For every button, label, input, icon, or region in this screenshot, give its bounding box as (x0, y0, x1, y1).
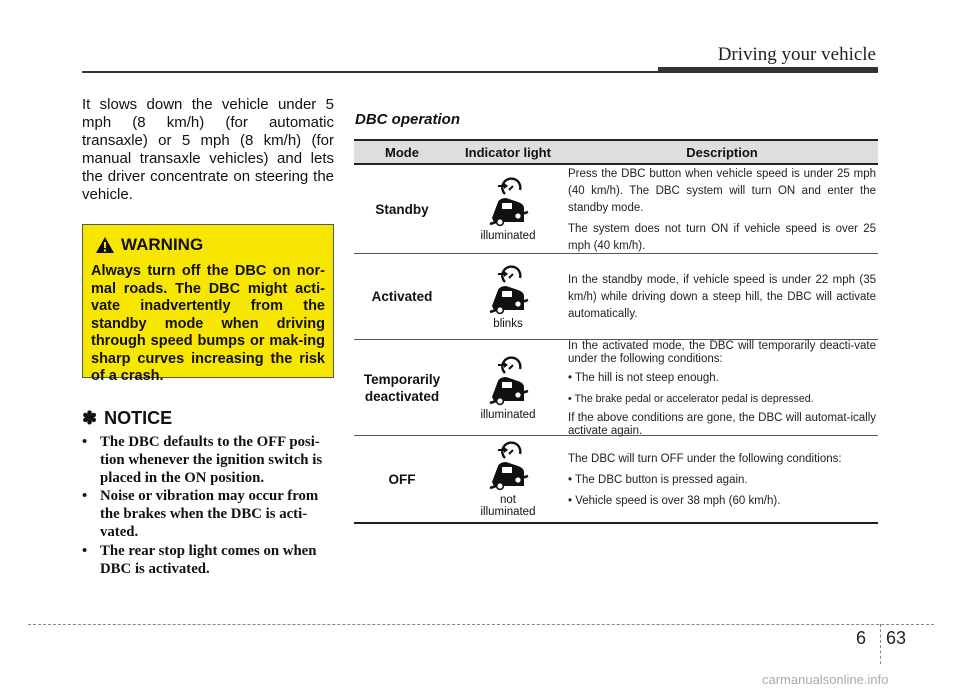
notice-item: • The rear stop light comes on when DBC is activated. (82, 542, 317, 577)
description-text: If the above conditions are gone, the DBC will automat-ically activate again. (568, 411, 876, 437)
chapter-number: 6 (856, 628, 867, 648)
page-number-separator (880, 624, 881, 664)
warning-text: Always turn off the DBC on nor-mal roads. The DBC might acti-vate inadvertently from the standby mode when driving through speed bumps or mak-ing sharp curves increasing the risk of a crash. (91, 263, 325, 384)
column-header-description: Description (686, 144, 758, 160)
intro-paragraph: It slows down the vehicle under 5 mph (8 km/h) (for automatic transaxle) or 5 mph (8 km/h) (for manual transaxle vehicles) and lets the driver concentrate on steering the vehicle. (82, 96, 334, 203)
table-row (354, 165, 878, 254)
notice-title-text: NOTICE (104, 408, 173, 428)
warning-header (91, 235, 325, 255)
header-rule (82, 71, 658, 73)
notice-item: • The DBC defaults to the OFF posi-tion whenever the ignition switch is placed in the ON position. (82, 434, 323, 486)
warning-triangle-icon (95, 236, 115, 254)
description-text: • The DBC button is pressed again. (568, 473, 748, 486)
indicator-state: not illuminated (480, 494, 536, 518)
description-cell (566, 436, 878, 522)
description-text: The DBC will turn OFF under the following conditions: (568, 452, 842, 465)
dbc-section-title: DBC operation (355, 111, 460, 128)
description-text: • The brake pedal or accelerator pedal is depressed. (568, 392, 814, 405)
table-header (354, 139, 878, 165)
column-header-mode: Mode (385, 144, 419, 160)
header-title: Driving your vehicle (717, 44, 876, 65)
warning-title: WARNING (121, 235, 204, 254)
description-text: • Vehicle speed is over 38 mph (60 km/h). (568, 494, 781, 507)
mode-cell: Temporarily deactivated (363, 371, 441, 404)
footer-rule (28, 624, 934, 625)
description-text: The system does not turn ON if vehicle speed is over 25 mph (40 km/h). (568, 222, 876, 252)
indicator-cell (450, 436, 566, 522)
mode-cell: OFF (388, 471, 416, 487)
table-row (354, 340, 878, 436)
watermark: carmanualsonline.info (762, 672, 889, 687)
table-row (354, 436, 878, 524)
dbc-indicator-icon (478, 264, 538, 316)
dbc-indicator-icon (478, 176, 538, 228)
indicator-state: illuminated (480, 408, 536, 421)
indicator-state: blinks (493, 317, 523, 330)
mode-cell: Activated (371, 289, 433, 304)
notice-star-icon: ✽ (82, 408, 98, 428)
description-cell (566, 165, 878, 253)
indicator-state: illuminated (480, 230, 536, 242)
indicator-cell (450, 340, 566, 435)
indicator-cell (450, 165, 566, 253)
description-cell (566, 340, 878, 435)
column-header-indicator: Indicator light (465, 144, 551, 160)
description-cell (566, 254, 878, 339)
warning-box (82, 224, 334, 384)
indicator-cell (450, 254, 566, 339)
mode-cell: Standby (375, 201, 429, 217)
description-text: In the activated mode, the DBC will temporarily deacti-vate under the following conditions: (568, 339, 876, 365)
notice-title (82, 408, 172, 429)
header-rule-accent (658, 67, 878, 73)
dbc-indicator-icon (478, 440, 538, 492)
page-number: 63 (886, 628, 907, 648)
description-text: In the standby mode, if vehicle speed is under 22 mph (35 km/h) while driving down a steep hill, the DBC will activate automatically. (568, 274, 876, 320)
notice-item: • Noise or vibration may occur from the brakes when the DBC is acti-vated. (82, 488, 319, 540)
notice-list (82, 434, 334, 579)
dbc-indicator-icon (478, 355, 538, 407)
description-text: • The hill is not steep enough. (568, 371, 719, 384)
dbc-operation-table (354, 139, 878, 524)
description-text: Press the DBC button when vehicle speed is under 25 mph (40 km/h). The DBC system will turn ON and enter the standby mode. (568, 167, 876, 214)
table-row (354, 254, 878, 340)
